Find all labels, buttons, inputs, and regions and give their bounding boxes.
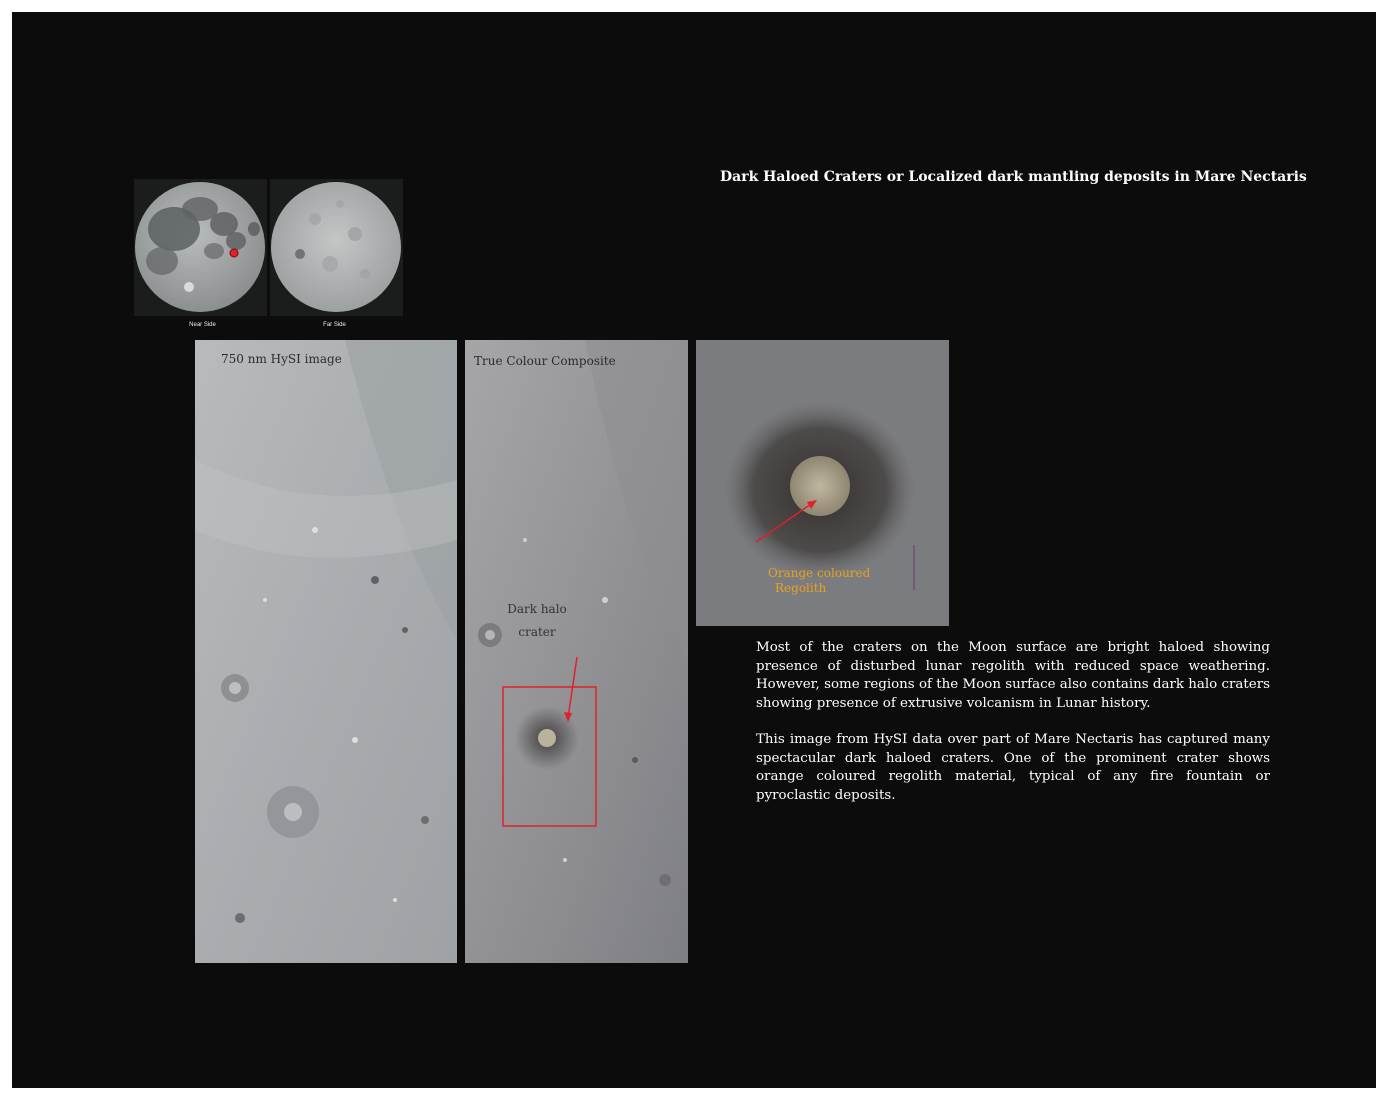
orange-regolith-annotation (768, 566, 870, 596)
orange-annotation-line1: Orange coloured (768, 566, 871, 580)
far-side-moon-image (270, 179, 403, 316)
poster-page (12, 12, 1376, 1088)
description-text (756, 639, 1270, 823)
poster-title: Dark Haloed Craters or Localized dark mantling deposits in Mare Nectaris (720, 169, 1307, 185)
zoomed-crater-image (696, 340, 949, 626)
orange-annotation-line2: Regolith (775, 581, 827, 595)
location-marker-icon (230, 249, 238, 257)
true-colour-panel-label: True Colour Composite (474, 354, 616, 368)
description-paragraph-1: Most of the craters on the Moon surface are bright haloed showing presence of disturbed lunar regolith with reduced space weathering. However, some regions of the Moon surface also contains dark halo craters showing presence of extrusive volcanism in Lunar history. (756, 640, 1270, 711)
far-side-label: Far Side (323, 322, 346, 328)
dark-halo-crater-annotation (505, 598, 569, 644)
hysi-panel-label: 750 nm HySI image (221, 352, 342, 366)
hysi-750nm-image (195, 340, 457, 963)
true-colour-composite-image (465, 340, 688, 963)
near-side-label: Near Side (189, 322, 216, 328)
dark-halo-annotation-line2: crater (518, 625, 556, 639)
dark-halo-annotation-line1: Dark halo (507, 602, 567, 616)
near-side-moon-image (134, 179, 267, 316)
description-paragraph-2: This image from HySI data over part of Mare Nectaris has captured many spectacular dark haloed craters. One of the prominent crater shows orange coloured regolith material, typical of any fire fountain or pyroclastic deposits. (756, 732, 1270, 803)
